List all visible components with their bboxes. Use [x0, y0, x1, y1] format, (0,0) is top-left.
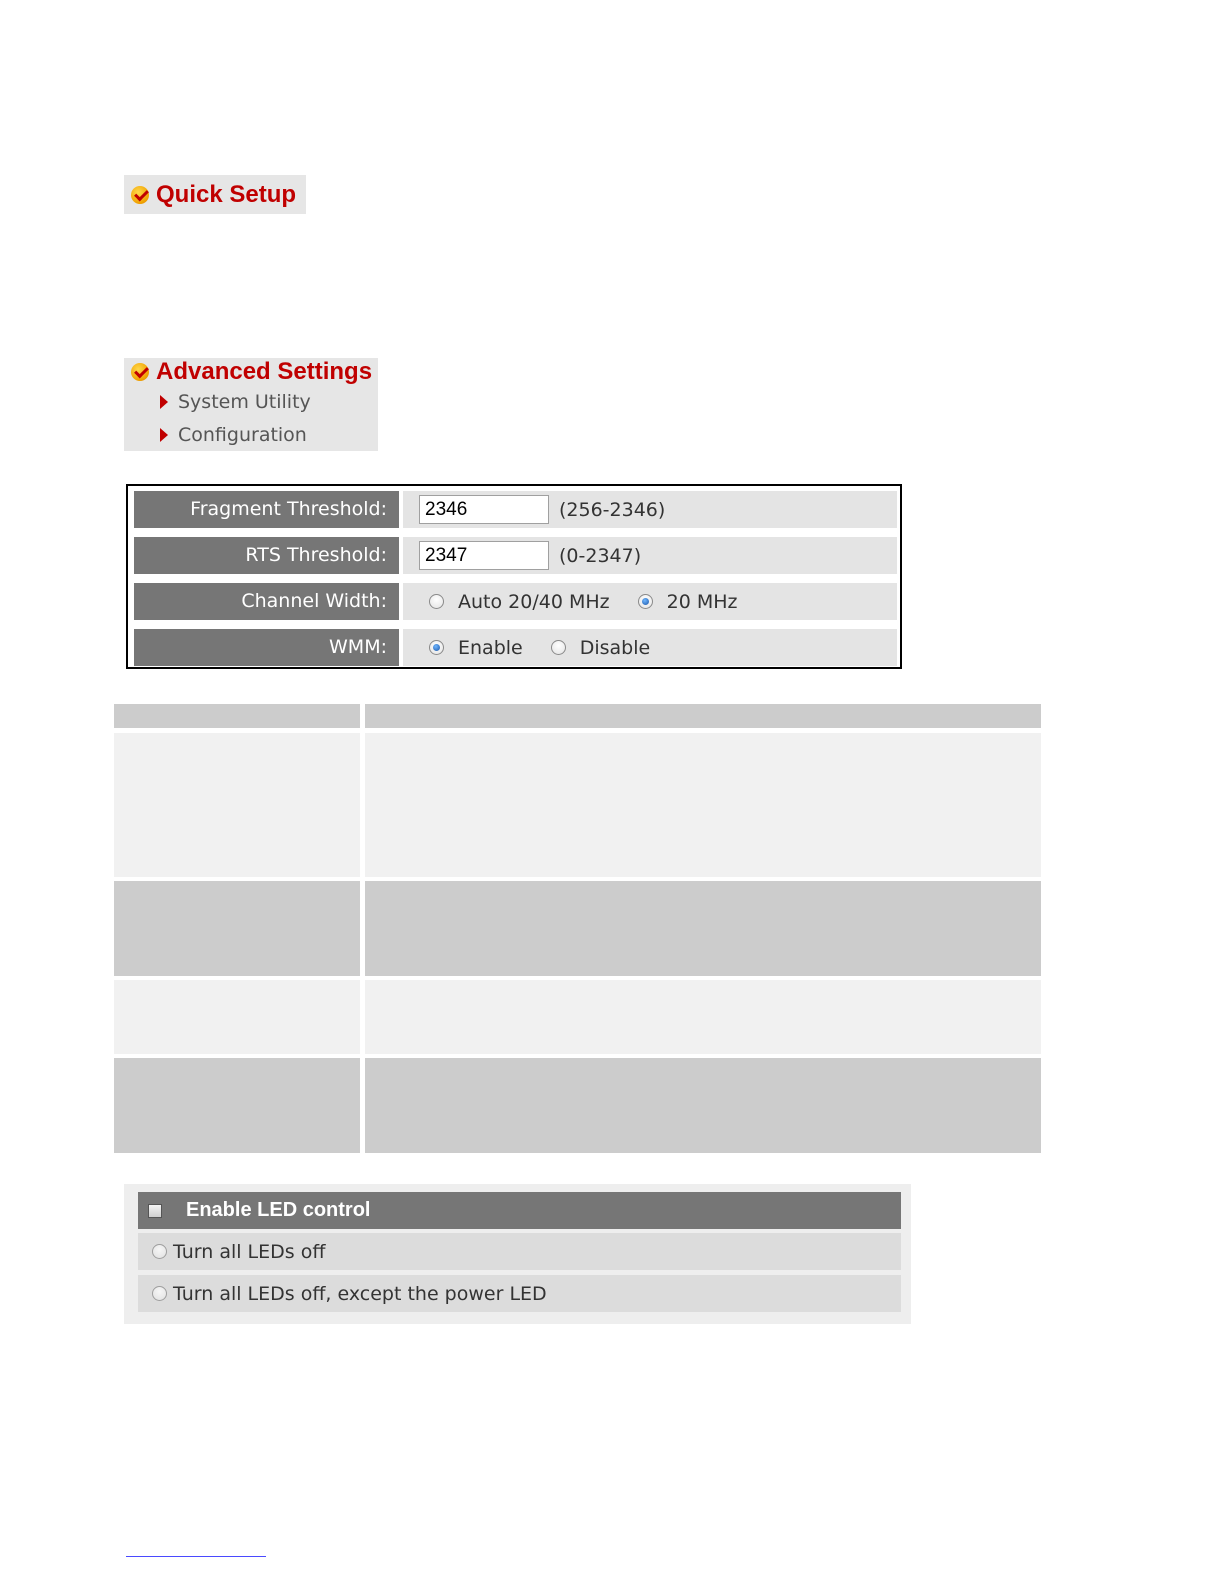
menu-item-label: Configuration — [178, 424, 307, 446]
led-control-header — [138, 1192, 901, 1229]
radio-20-mhz[interactable] — [638, 594, 653, 609]
fragment-threshold-label: Fragment Threshold: — [134, 491, 399, 528]
table-cell — [365, 980, 1041, 1054]
footnote-separator — [126, 1556, 266, 1557]
table-cell — [365, 1058, 1041, 1153]
rts-threshold-row — [403, 537, 897, 574]
table-cell — [114, 980, 360, 1054]
radio-wmm-enable[interactable] — [429, 640, 444, 655]
table-header-cell — [365, 704, 1041, 728]
fragment-threshold-row — [403, 491, 897, 528]
rts-threshold-input[interactable] — [419, 541, 549, 570]
radio-label: 20 MHz — [666, 590, 738, 613]
menu-item-system-utility[interactable] — [160, 391, 311, 413]
radio-label: Turn all LEDs off, except the power LED — [173, 1282, 547, 1305]
radio-label: Auto 20/40 MHz — [458, 590, 610, 613]
fragment-threshold-range: (256-2346) — [559, 498, 666, 521]
led-control-panel — [124, 1184, 911, 1324]
radio-wmm-disable[interactable] — [551, 640, 566, 655]
led-option-row — [138, 1275, 901, 1312]
triangle-right-icon — [160, 395, 168, 409]
advanced-settings-link[interactable] — [131, 358, 372, 386]
wmm-row — [403, 629, 897, 666]
radio-label: Enable — [458, 636, 523, 659]
rts-threshold-label: RTS Threshold: — [134, 537, 399, 574]
channel-width-row — [403, 583, 897, 620]
radio-label: Turn all LEDs off — [173, 1240, 326, 1263]
wmm-label: WMM: — [134, 629, 399, 666]
table-header-cell — [114, 704, 360, 728]
menu-item-label: System Utility — [178, 391, 311, 413]
wireless-settings-panel — [126, 484, 902, 669]
fragment-threshold-input[interactable] — [419, 495, 549, 524]
led-control-title: Enable LED control — [186, 1199, 371, 1221]
enable-led-checkbox[interactable] — [148, 1204, 162, 1218]
table-cell — [114, 881, 360, 976]
channel-width-label: Channel Width: — [134, 583, 399, 620]
triangle-right-icon — [160, 428, 168, 442]
quick-setup-label: Quick Setup — [156, 181, 297, 208]
menu-item-configuration[interactable] — [160, 424, 307, 446]
radio-leds-off[interactable] — [152, 1244, 167, 1259]
quick-setup-link[interactable] — [131, 181, 296, 209]
check-circle-icon — [131, 363, 149, 381]
radio-auto-20-40[interactable] — [429, 594, 444, 609]
table-cell — [114, 1058, 360, 1153]
table-cell — [365, 881, 1041, 976]
rts-threshold-range: (0-2347) — [559, 544, 642, 567]
check-circle-icon — [131, 186, 149, 204]
table-cell — [365, 733, 1041, 877]
advanced-settings-label: Advanced Settings — [156, 358, 373, 385]
radio-leds-off-except-power[interactable] — [152, 1286, 167, 1301]
table-cell — [114, 733, 360, 877]
led-option-row — [138, 1233, 901, 1270]
radio-label: Disable — [579, 636, 651, 659]
